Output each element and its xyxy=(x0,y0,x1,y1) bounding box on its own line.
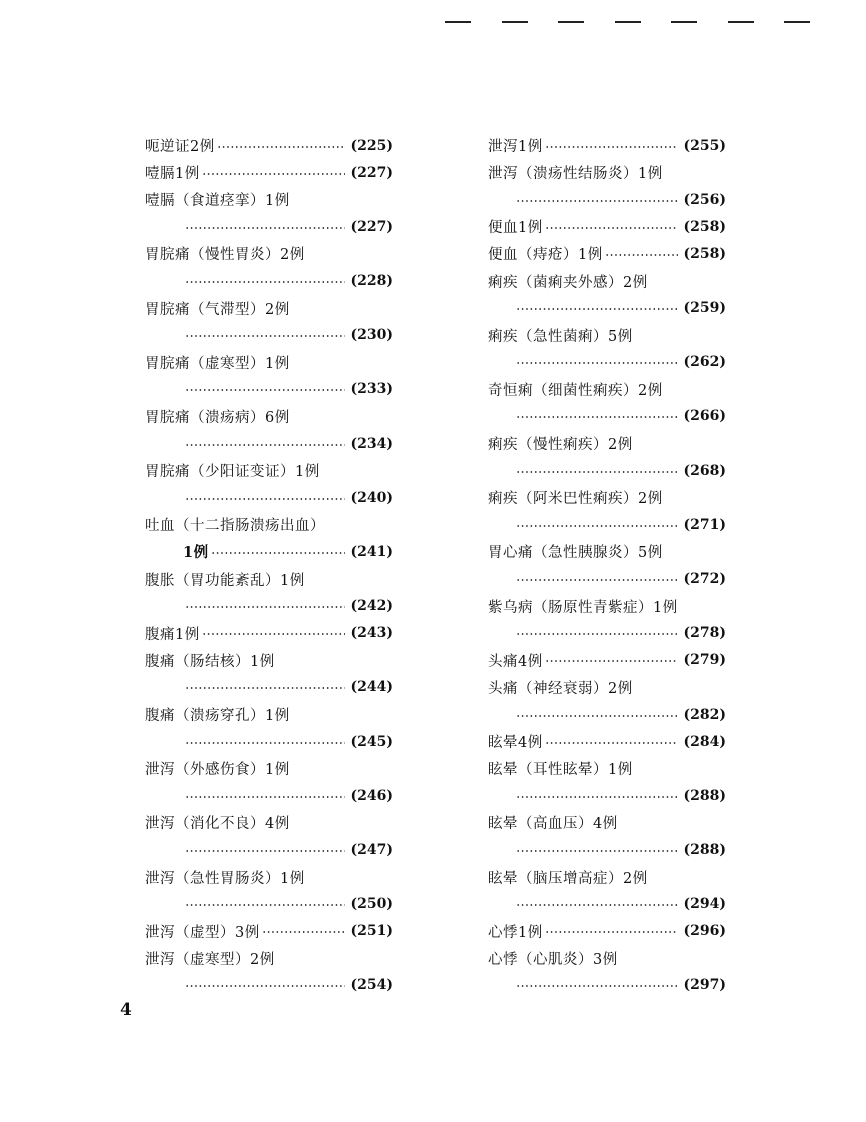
toc-entry-page: (227) xyxy=(350,164,393,181)
toc-entry-title: 呃逆证2例 xyxy=(145,139,215,156)
dot-leader xyxy=(516,416,678,418)
toc-entry-page: (230) xyxy=(350,327,393,344)
toc-entry-page: (228) xyxy=(350,273,393,290)
dot-leader xyxy=(185,850,345,852)
toc-entry xyxy=(145,755,393,782)
dot-leader xyxy=(516,308,678,310)
toc-entry-title: 心悸1例 xyxy=(488,924,543,941)
toc-entry-continuation xyxy=(145,376,393,403)
dot-leader xyxy=(185,227,345,229)
toc-entry-title: 心悸（心肌炎）3例 xyxy=(488,951,618,968)
dot-leader xyxy=(185,335,345,337)
toc-entry-continuation xyxy=(488,349,726,376)
toc-entry xyxy=(488,647,726,674)
dot-leader xyxy=(185,606,345,608)
toc-entry-title: 痢疾（慢性痢疾）2例 xyxy=(488,437,633,454)
toc-entry-continuation xyxy=(488,566,726,593)
toc-entry-title: 便血（痔疮）1例 xyxy=(488,247,603,264)
toc-entry-continuation xyxy=(145,782,393,809)
toc-entry-page: (259) xyxy=(683,300,726,317)
toc-entry xyxy=(488,430,726,457)
toc-entry-continuation xyxy=(145,593,393,620)
toc-entry-title: 泄泻（外感伤食）1例 xyxy=(145,762,290,779)
toc-entry-title: 痢疾（阿米巴性痢疾）2例 xyxy=(488,491,663,508)
dot-leader xyxy=(185,985,345,987)
toc-entry-title: 眩晕4例 xyxy=(488,735,543,752)
toc-entry-title: 泄泻（溃疡性结肠炎）1例 xyxy=(488,166,663,183)
toc-entry xyxy=(145,295,393,322)
header-dash xyxy=(728,21,754,23)
toc-entry xyxy=(145,918,393,945)
toc-entry-title: 胃脘痛（少阳证变证）1例 xyxy=(145,464,320,481)
toc-entry-continuation xyxy=(145,836,393,863)
toc-entry-continuation xyxy=(488,186,726,213)
toc-entry-page: (254) xyxy=(350,977,393,994)
header-dash xyxy=(784,21,810,23)
toc-entry-page: (268) xyxy=(683,462,726,479)
toc-entry-continuation xyxy=(488,701,726,728)
toc-entry-continuation xyxy=(488,295,726,322)
toc-entry xyxy=(488,728,726,755)
toc-entry-title: 胃脘痛（慢性胃炎）2例 xyxy=(145,247,305,264)
toc-entry-page: (241) xyxy=(350,543,393,560)
toc-entry-page: (271) xyxy=(683,516,726,533)
toc-entry-continuation xyxy=(488,403,726,430)
toc-entry-page: (288) xyxy=(683,787,726,804)
toc-entry-continuation xyxy=(488,972,726,999)
toc-entry xyxy=(145,240,393,267)
toc-entry-title: 紫乌病（肠原性青紫症）1例 xyxy=(488,599,678,616)
toc-entry xyxy=(488,864,726,891)
dot-leader xyxy=(545,227,678,229)
dot-leader xyxy=(202,173,345,175)
dot-leader xyxy=(262,931,345,933)
toc-entry-title: 胃心痛（急性胰腺炎）5例 xyxy=(488,545,663,562)
dot-leader xyxy=(185,444,345,446)
header-dash xyxy=(671,21,697,23)
toc-entry-page: (279) xyxy=(683,652,726,669)
dot-leader xyxy=(185,389,345,391)
toc-entry-page: (227) xyxy=(350,218,393,235)
toc-entry-title: 痢疾（菌痢夹外感）2例 xyxy=(488,274,648,291)
toc-entry xyxy=(145,159,393,186)
toc-entry-page: (245) xyxy=(350,733,393,750)
dot-leader xyxy=(516,985,678,987)
toc-entry-title: 头痛4例 xyxy=(488,653,543,670)
dot-leader xyxy=(185,687,345,689)
toc-entry-title: 胃脘痛（气滞型）2例 xyxy=(145,301,290,318)
header-dash xyxy=(615,21,641,23)
toc-entry-continuation xyxy=(488,511,726,538)
toc-entry-page: (246) xyxy=(350,787,393,804)
toc-left-column xyxy=(145,132,393,999)
toc-entry xyxy=(145,809,393,836)
toc-entry-page: (255) xyxy=(683,137,726,154)
toc-entry-continuation xyxy=(145,267,393,294)
dot-leader xyxy=(516,850,678,852)
toc-entry xyxy=(488,267,726,294)
toc-entry-page: (258) xyxy=(683,218,726,235)
toc-entry-title: 腹胀（胃功能紊乱）1例 xyxy=(145,572,305,589)
toc-right-column xyxy=(488,132,726,999)
toc-entry-title: 便血1例 xyxy=(488,220,543,237)
dot-leader xyxy=(516,525,678,527)
toc-entry xyxy=(488,132,726,159)
toc-entry-title: 泄泻（急性胃肠炎）1例 xyxy=(145,870,305,887)
toc-entry-continuation xyxy=(145,430,393,457)
toc-entry xyxy=(145,620,393,647)
toc-entry-title: 噎膈（食道痉挛）1例 xyxy=(145,193,290,210)
toc-entry xyxy=(145,647,393,674)
toc-entry-page: (250) xyxy=(350,896,393,913)
toc-entry xyxy=(488,213,726,240)
toc-entry-continuation xyxy=(145,213,393,240)
header-dash xyxy=(445,21,471,23)
toc-entry-continuation xyxy=(145,322,393,349)
toc-entry-page: (251) xyxy=(350,923,393,940)
toc-entry xyxy=(145,186,393,213)
page-number: 4 xyxy=(120,1000,132,1020)
toc-entry-title: 吐血（十二指肠溃疡出血） xyxy=(145,518,325,535)
toc-entry xyxy=(145,945,393,972)
toc-entry-continuation xyxy=(145,972,393,999)
toc-entry-continuation xyxy=(488,836,726,863)
toc-entry-continuation xyxy=(145,674,393,701)
toc-entry-page: (278) xyxy=(683,625,726,642)
toc-entry-title: 腹痛1例 xyxy=(145,626,200,643)
dot-leader xyxy=(185,742,345,744)
toc-entry xyxy=(488,674,726,701)
toc-entry-page: (247) xyxy=(350,841,393,858)
dot-leader xyxy=(545,931,678,933)
toc-entry xyxy=(145,701,393,728)
toc-entry-page: (244) xyxy=(350,679,393,696)
toc-entry-title: 眩晕（脑压增高症）2例 xyxy=(488,870,648,887)
dot-leader xyxy=(185,904,345,906)
toc-entry-title: 噎膈1例 xyxy=(145,166,200,183)
toc-entry-page: (242) xyxy=(350,598,393,615)
toc-entry xyxy=(488,484,726,511)
toc-entry-title: 腹痛（肠结核）1例 xyxy=(145,653,275,670)
toc-entry-title-cont: 1例 xyxy=(183,544,209,562)
toc-entry-continuation xyxy=(488,782,726,809)
toc-entry xyxy=(145,132,393,159)
toc-entry xyxy=(488,755,726,782)
toc-entry-page: (266) xyxy=(683,408,726,425)
dot-leader xyxy=(516,362,678,364)
toc-entry-title: 泄泻（消化不良）4例 xyxy=(145,816,290,833)
dot-leader xyxy=(185,796,345,798)
toc-entry-page: (272) xyxy=(683,571,726,588)
dot-leader xyxy=(605,254,678,256)
dot-leader xyxy=(545,146,678,148)
toc-entry-page: (243) xyxy=(350,625,393,642)
toc-entry-page: (284) xyxy=(683,733,726,750)
dot-leader xyxy=(185,281,345,283)
toc-entry xyxy=(488,918,726,945)
toc-entry xyxy=(145,403,393,430)
toc-entry-title: 泄泻（虚寒型）2例 xyxy=(145,951,275,968)
toc-entry-continuation xyxy=(145,538,393,565)
toc-entry xyxy=(145,566,393,593)
toc-entry xyxy=(145,864,393,891)
toc-entry-page: (297) xyxy=(683,977,726,994)
toc-entry-page: (233) xyxy=(350,381,393,398)
toc-entry xyxy=(488,240,726,267)
toc-entry-page: (296) xyxy=(683,923,726,940)
toc-entry-title: 头痛（神经衰弱）2例 xyxy=(488,680,633,697)
toc-entry-continuation xyxy=(488,891,726,918)
toc-entry xyxy=(145,349,393,376)
toc-entry-title: 奇恒痢（细菌性痢疾）2例 xyxy=(488,382,663,399)
toc-entry-title: 泄泻（虚型）3例 xyxy=(145,924,260,941)
toc-entry-title: 胃脘痛（溃疡病）6例 xyxy=(145,409,290,426)
toc-entry-page: (294) xyxy=(683,896,726,913)
toc-entry xyxy=(488,376,726,403)
toc-entry-title: 胃脘痛（虚寒型）1例 xyxy=(145,355,290,372)
toc-entry-title: 痢疾（急性菌痢）5例 xyxy=(488,328,633,345)
dot-leader xyxy=(516,796,678,798)
toc-entry xyxy=(145,511,393,538)
header-dash xyxy=(502,21,528,23)
toc-entry xyxy=(488,322,726,349)
toc-entry xyxy=(488,809,726,836)
toc-entry-continuation xyxy=(145,484,393,511)
dot-leader xyxy=(185,498,345,500)
toc-entry-page: (234) xyxy=(350,435,393,452)
toc-entry-title: 眩晕（高血压）4例 xyxy=(488,816,618,833)
dot-leader xyxy=(516,633,678,635)
toc-entry-continuation xyxy=(145,728,393,755)
toc-entry-continuation xyxy=(145,891,393,918)
dot-leader xyxy=(211,552,345,554)
dot-leader xyxy=(545,742,678,744)
toc-entry xyxy=(145,457,393,484)
dot-leader xyxy=(202,633,345,635)
dot-leader xyxy=(516,579,678,581)
dot-leader xyxy=(545,660,678,662)
dot-leader xyxy=(516,904,678,906)
toc-entry-page: (225) xyxy=(350,137,393,154)
toc-entry xyxy=(488,593,726,620)
dot-leader xyxy=(217,146,345,148)
toc-entry-title: 腹痛（溃疡穿孔）1例 xyxy=(145,708,290,725)
toc-entry-page: (256) xyxy=(683,191,726,208)
toc-entry-page: (258) xyxy=(683,245,726,262)
dot-leader xyxy=(516,471,678,473)
toc-entry xyxy=(488,159,726,186)
toc-entry-continuation xyxy=(488,457,726,484)
dot-leader xyxy=(516,200,678,202)
dot-leader xyxy=(516,715,678,717)
toc-entry xyxy=(488,538,726,565)
toc-entry-page: (240) xyxy=(350,489,393,506)
header-dash xyxy=(558,21,584,23)
toc-entry-page: (282) xyxy=(683,706,726,723)
toc-entry-title: 眩晕（耳性眩晕）1例 xyxy=(488,762,633,779)
toc-entry-title: 泄泻1例 xyxy=(488,139,543,156)
toc-entry-page: (262) xyxy=(683,354,726,371)
header-rule-dashes xyxy=(445,21,815,23)
toc-entry xyxy=(488,945,726,972)
toc-entry-page: (288) xyxy=(683,841,726,858)
toc-entry-continuation xyxy=(488,620,726,647)
